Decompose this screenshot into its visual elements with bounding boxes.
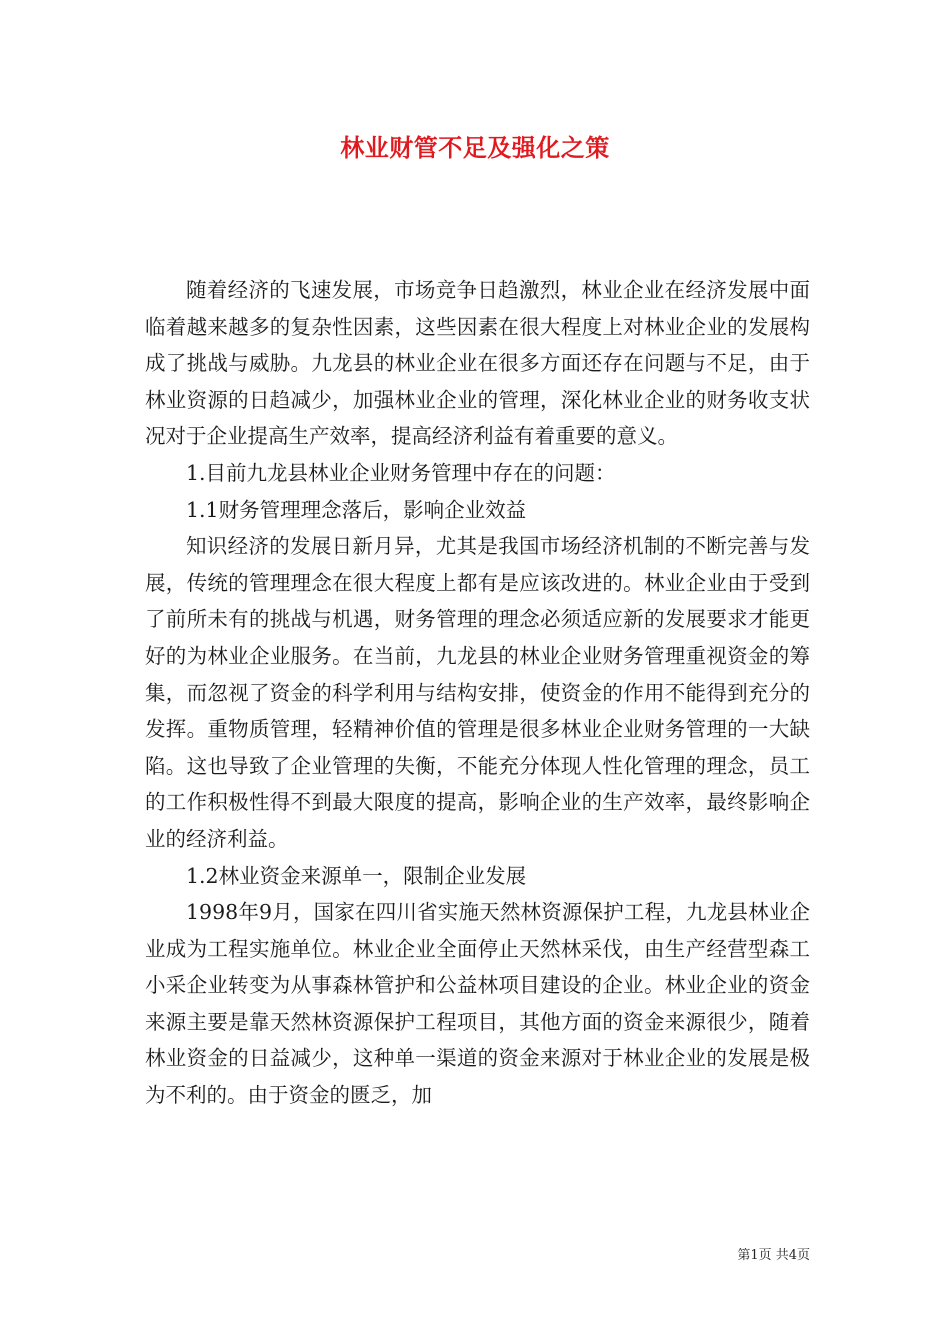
paragraph-1-2: 1998年9月，国家在四川省实施天然林资源保护工程，九龙县林业企业成为工程实施单位。林业企业全面停止天然林采伐，由生产经营型森工小采企业转变为从事森林管护和公益林项目建设的企业。林业企业的资金来源主要是靠天然林资源保护工程项目，其他方面的资金来源很少，随着林业资金的日益减少，这种单一渠道的资金来源对于林业企业的发展是极为不利的。由于资金的匮乏，加 — [145, 900, 810, 1108]
subsection-heading-1-1: 1.1财务管理理念落后，影响企业效益 — [186, 497, 527, 522]
paragraph-1-1: 知识经济的发展日新月异，尤其是我国市场经济机制的不断完善与发展，传统的管理理念在很大程度上都有是应该改进的。林业企业由于受到了前所未有的挑战与机遇，财务管理的理念必须适应新的发展要求才能更好的为林业企业服务。在当前，九龙县的林业企业财务管理重视资金的筹集，而忽视了资金的科学利用与结构安排，使资金的作用不能得到充分的发挥。重物质管理，轻精神价值的管理是很多林业企业财务管理的一大缺陷。这也导致了企业管理的失衡，不能充分体现人性化管理的理念，员工的工作积极性得不到最大限度的提高，影响企业的生产效率，最终影响企业的经济利益。 — [145, 534, 810, 851]
section-heading-1: 1.目前九龙县林业企业财务管理中存在的问题： — [186, 460, 616, 485]
document-body — [145, 272, 810, 1114]
paragraph-intro: 随着经济的飞速发展，市场竞争日趋激烈，林业企业在经济发展中面临着越来越多的复杂性因素，这些因素在很大程度上对林业企业的发展构成了挑战与威胁。九龙县的林业企业在很多方面还存在问题与不足，由于林业资源的日趋减少，加强林业企业的管理，深化林业企业的财务收支状况对于企业提高生产效率，提高经济利益有着重要的意义。 — [145, 278, 810, 449]
subsection-heading-1-2: 1.2林业资金来源单一，限制企业发展 — [186, 863, 527, 888]
document-title: 林业财管不足及强化之策 — [340, 133, 610, 162]
page-number-footer: 第1页 共4页 — [737, 1248, 810, 1263]
